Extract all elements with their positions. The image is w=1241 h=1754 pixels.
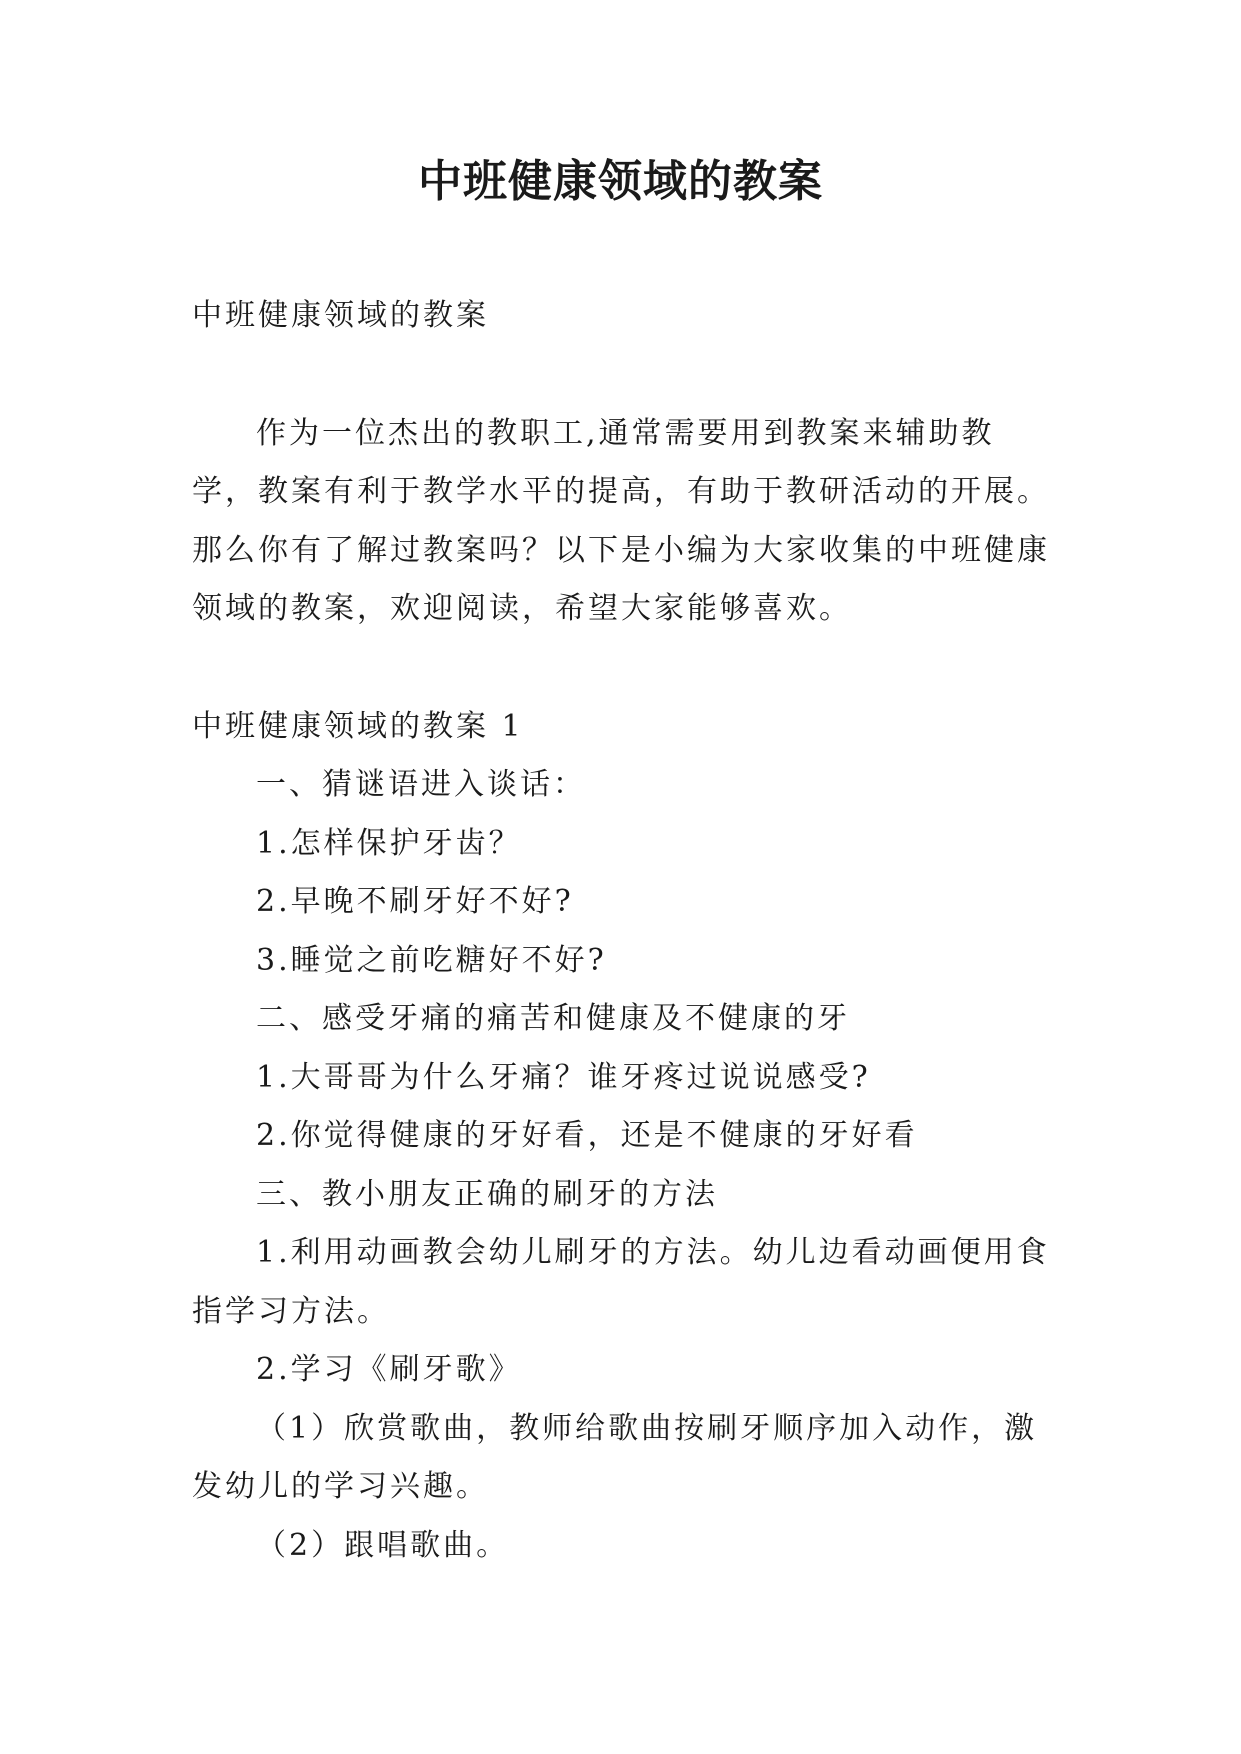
list-item: 二、感受牙痛的痛苦和健康及不健康的牙 — [256, 1001, 850, 1036]
list-item: 3.睡觉之前吃糖好不好? — [256, 942, 607, 978]
list-item: 1.利用动画教会幼儿刷牙的方法。幼儿边看动画便用食指学习方法。 — [192, 1235, 1050, 1329]
list-item: 一、猜谜语进入谈话： — [256, 767, 586, 802]
list-item: 2.你觉得健康的牙好看，还是不健康的牙好看 — [256, 1118, 918, 1153]
list-item: （2）跟唱歌曲。 — [256, 1527, 510, 1563]
list-item: 2.早晚不刷牙好不好? — [256, 884, 574, 919]
document-title: 中班健康领域的教案 — [418, 156, 823, 207]
list-item: （1）欣赏歌曲，教师给歌曲按刷牙顺序加入动作，激发幼儿的学习兴趣。 — [192, 1410, 1038, 1504]
list-item: 1.怎样保护牙齿？ — [256, 825, 522, 861]
list-item: 三、教小朋友正确的刷牙的方法 — [256, 1176, 718, 1212]
section-heading: 中班健康领域的教案 1 — [192, 708, 524, 744]
list-item: 1.大哥哥为什么牙痛？谁牙疼过说说感受? — [256, 1059, 871, 1095]
intro-paragraph: 作为一位杰出的教职工,通常需要用到教案来辅助教学，教案有利于教学水平的提高，有助于教研活动的开展。那么你有了解过教案吗？以下是小编为大家收集的中班健康领域的教案，欢迎阅读，希望大家能够喜欢。 — [192, 415, 1050, 626]
subtitle-paragraph: 中班健康领域的教案 — [192, 298, 489, 333]
document-body — [192, 287, 1054, 1575]
list-item: 2.学习《刷牙歌》 — [256, 1352, 522, 1387]
